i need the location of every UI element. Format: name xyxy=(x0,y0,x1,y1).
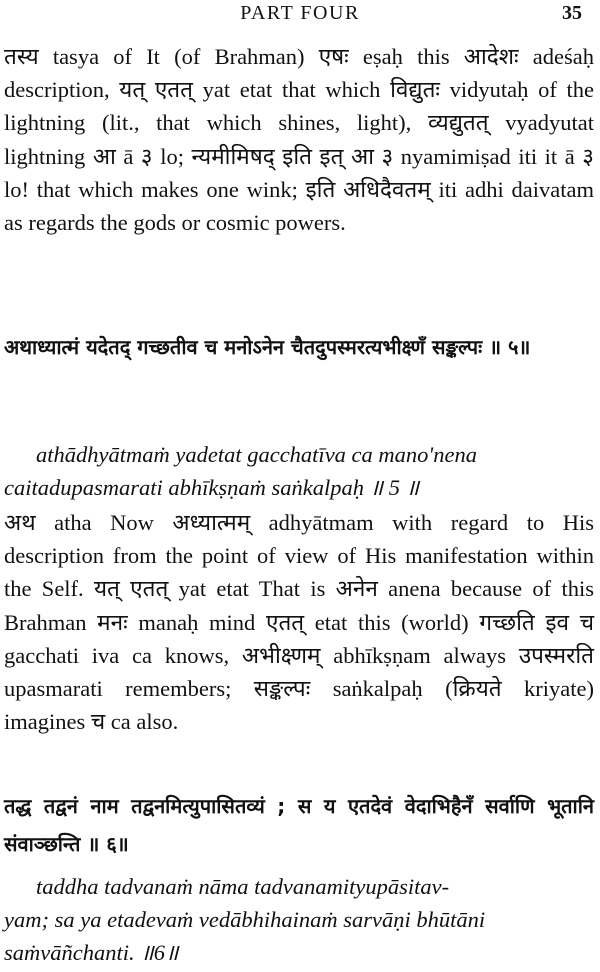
translit-6-line-2: yam; sa ya etadevaṁ vedābhihainaṁ sarvāṇi bhūtāni xyxy=(4,907,486,932)
sanskrit-verse-6: तद्ध तद्वनं नाम तद्वनमित्युपासितव्यं ; स य एतदेवं वेदाभिहैनँ सर्वाणि भूतानि संवाञ्छन्ति ॥ ६॥ xyxy=(4,794,594,856)
translit-5-line-2: caitadupasmarati abhīkṣṇaṁ saṅkalpaḥ ॥ 5 ॥ xyxy=(4,475,420,500)
page-number: 35 xyxy=(562,2,582,24)
running-header xyxy=(0,2,600,28)
translit-5-line-1: athādhyātmaṁ yadetat gacchatīva ca mano'nena xyxy=(36,442,477,467)
transliteration-verse-6 xyxy=(4,870,594,969)
translit-6-line-3: saṁvāñchanti. ॥6॥ xyxy=(4,940,179,965)
running-title: PART FOUR xyxy=(240,2,360,24)
transliteration-verse-5 xyxy=(4,438,594,504)
translit-6-line-1: taddha tadvanaṁ nāma tadvanamityupāsitav- xyxy=(36,874,450,899)
commentary-paragraph-1: तस्य tasya of It (of Brahman) एषः eṣaḥ this आदेशः adeśaḥ description, यत् एतत् yat etat that which विद्युतः vidyutaḥ of the lightning (lit., that which shines, light), व्यद्युतत् vyadyutat lightning आ ā ३ lo; न्यमीमिषद् इति इत् आ ३ nyamimiṣad iti it ā ३ lo! that which makes one wink; इति अधिदैवतम् iti adhi daivatam as regards the gods or cosmic powers. xyxy=(4,44,594,236)
sanskrit-verse-5: अथाध्यात्मं यदेतद् गच्छतीव च मनोऽनेन चैतदुपस्मरत्यभीक्ष्णँ सङ्कल्पः ॥ ५॥ xyxy=(4,335,531,359)
commentary-paragraph-2: अथ atha Now अध्यात्मम् adhyātmam with regard to His description from the point of view of His manifestation within the Self. यत् एतत् yat etat That is अनेन anena because of this Brahman मनः manaḥ mind एतत् etat this (world) गच्छति इव च gacchati iva ca knows, अभीक्ष्णम् abhīkṣṇam always उपस्मरति upasmarati remembers; सङ्कल्पः saṅkalpaḥ (क्रियते kriyate) imagines च ca also. xyxy=(4,510,594,735)
